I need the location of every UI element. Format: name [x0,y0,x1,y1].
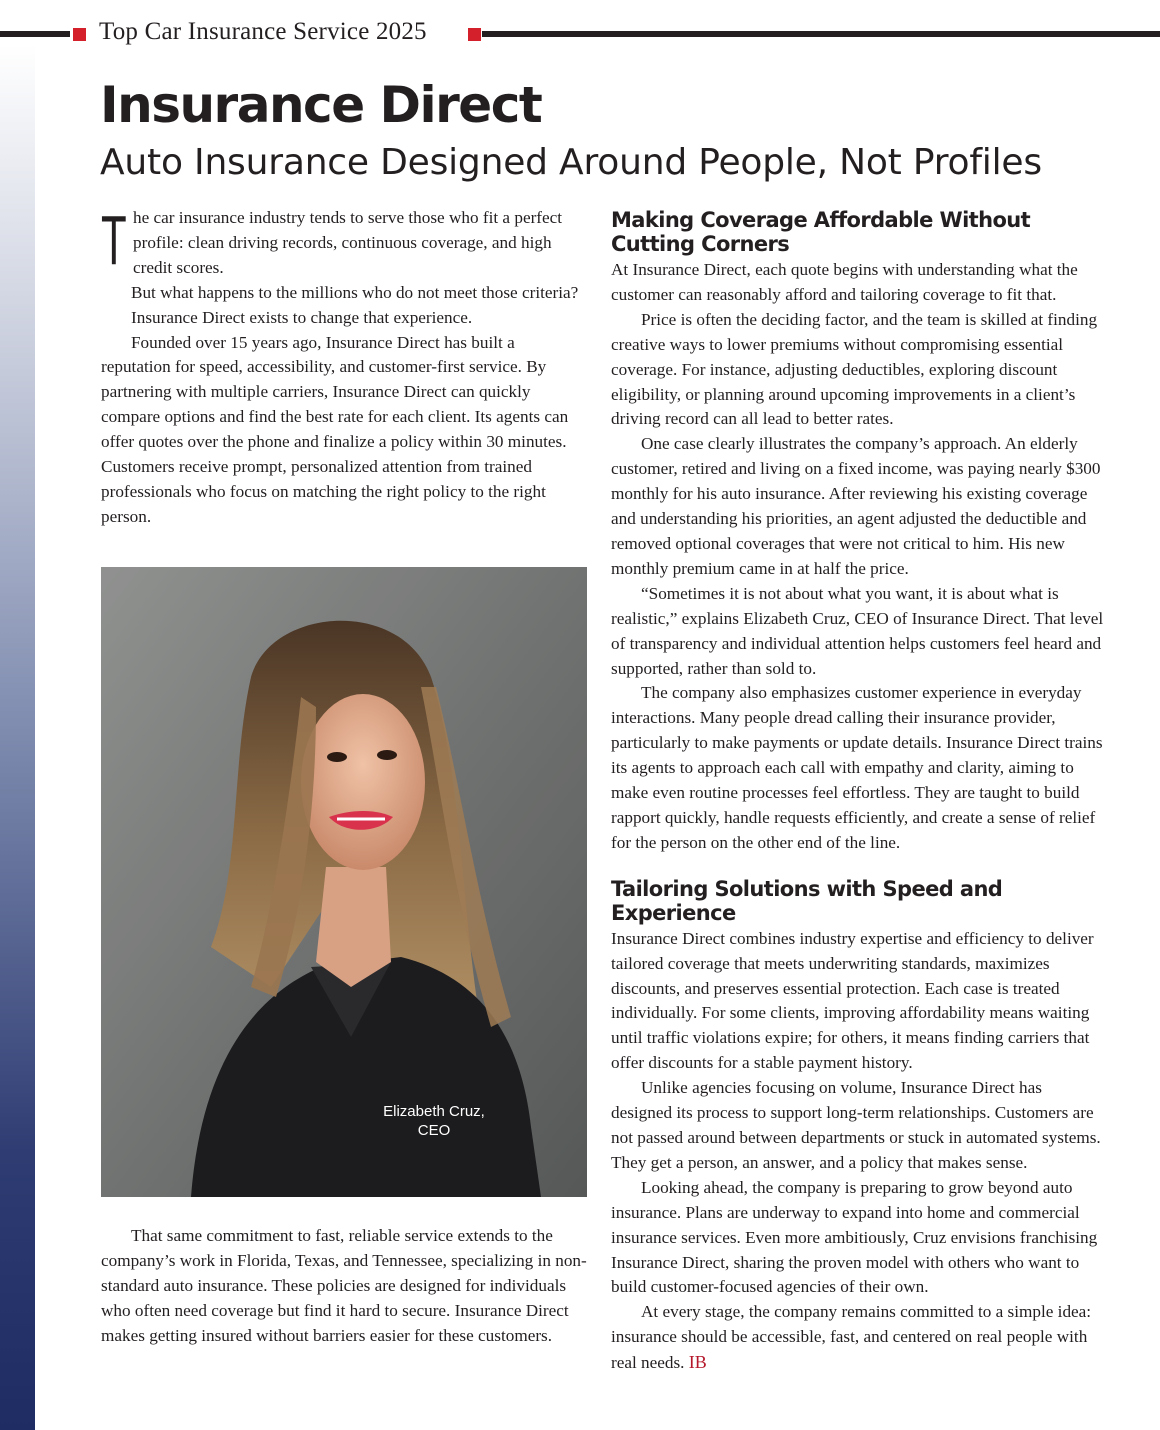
section-kicker: Top Car Insurance Service 2025 [99,18,427,45]
drop-cap: T [101,201,127,279]
header-rule-right [482,31,1160,37]
section2-paragraph: Insurance Direct combines industry expertise and efficiency to deliver tailored coverage that meets underwriting standards, maximizes discounts, and preserves essential protection. Each case is treated individually. For some clients, improving affordability means waiting until traffic violations expire; for others, it means finding carriers that offer discounts for a stable payment history. [611,928,1094,1073]
section2-paragraph: Unlike agencies focusing on volume, Insurance Direct has designed its process to support long-term relationships. Customers are not passed around between departments or stuck in automated systems. They get a person, an answer, and a policy that makes sense. [611,1078,1101,1172]
photo-caption [341,1102,527,1140]
header-square-right [468,28,481,41]
section-heading-tailoring: Tailoring Solutions with Speed and Experience [611,876,1003,925]
intro-first-paragraph [101,201,587,281]
section1-paragraph: Price is often the deciding factor, and the team is skilled at finding creative ways to lower premiums without compromising essential coverage. For instance, adjusting deductibles, exploring discount eligibility, or planning around upcoming improvements in a client’s driving record can all lead to better rates. [611,309,1098,429]
intro-first-paragraph-text: he car insurance industry tends to serve those who fit a perfect profile: clean driving records, continuous coverage, and high credit scores. [133,208,563,277]
header-square-left [73,28,86,41]
end-mark: IB [688,1352,707,1373]
section2-last-text: At every stage, the company remains committed to a simple idea: insurance should be accessible, fast, and centered on real people with real needs. [611,1302,1092,1373]
section2-paragraph: Looking ahead, the company is preparing to grow beyond auto insurance. Plans are underway to expand into home and commercial insurance services. Even more ambitiously, Cruz envisions franchising Insurance Direct, sharing the proven model with others who want to build customer-focused agencies of their own. [611,1177,1098,1297]
left-column-intro [101,201,587,530]
section1-paragraph: “Sometimes it is not about what you want, it is about what is realistic,” explains Elizabeth Cruz, CEO of Insurance Direct. That level of transparency and individual attention helps customers feel heard and supported, rather than sold to. [611,583,1104,678]
section1-paragraph: The company also emphasizes customer experience in everyday interactions. Many people dread calling their insurance provider, particularly to make payments or update details. Insurance Direct trains its agents to approach each call with empathy and clarity, aiming to make even routine processes feel effortless. They are taught to build rapport quickly, handle requests efficiently, and create a sense of relief for the person on the other end of the line. [611,683,1103,852]
intro-paragraph: Insurance Direct exists to change that experience. [131,307,473,327]
photo-caption-name: Elizabeth Cruz, [383,1103,485,1120]
section1-paragraph: At Insurance Direct, each quote begins with understanding what the customer can reasonably afford and tailoring coverage to fit that. [611,260,1078,304]
section1-paragraph: One case clearly illustrates the company’s approach. An elderly customer, retired and living on a fixed income, was paying nearly $300 monthly for his auto insurance. After reviewing his existing coverage and understanding his priorities, an agent adjusted the deductible and removed optional coverages that were not critical to him. His new monthly premium came in at half the price. [611,434,1101,578]
intro-paragraph: Founded over 15 years ago, Insurance Direct has built a reputation for speed, accessibility, and customer-first service. By partnering with multiple carriers, Insurance Direct can quickly compare options and find the best rate for each client. Its agents can offer quotes over the phone and finalize a policy within 30 minutes. Customers receive prompt, personalized attention from trained professionals who focus on matching the right policy to the right person. [101,332,569,526]
side-gradient-bar [0,45,35,1430]
photo-caption-title: CEO [417,1122,451,1139]
intro-paragraph: But what happens to the millions who do not meet those criteria? [131,282,579,302]
section2-last-paragraph [611,1300,1107,1376]
left-column-continued [101,1224,587,1349]
right-column [611,208,1107,1376]
ceo-photo [101,567,587,1197]
page-title: Insurance Direct [100,76,542,134]
header-rule-left [0,31,70,37]
left-continued-paragraph: That same commitment to fast, reliable service extends to the company’s work in Florida, Texas, and Tennessee, specializing in non-standard auto insurance. These policies are designed for individuals who often need coverage but find it hard to secure. Insurance Direct makes getting insured without barriers easier for these customers. [101,1226,587,1345]
section-heading-affordable: Making Coverage Affordable Without Cutting Corners [611,208,1031,256]
page-subtitle: Auto Insurance Designed Around People, Not Profiles [100,142,1042,183]
